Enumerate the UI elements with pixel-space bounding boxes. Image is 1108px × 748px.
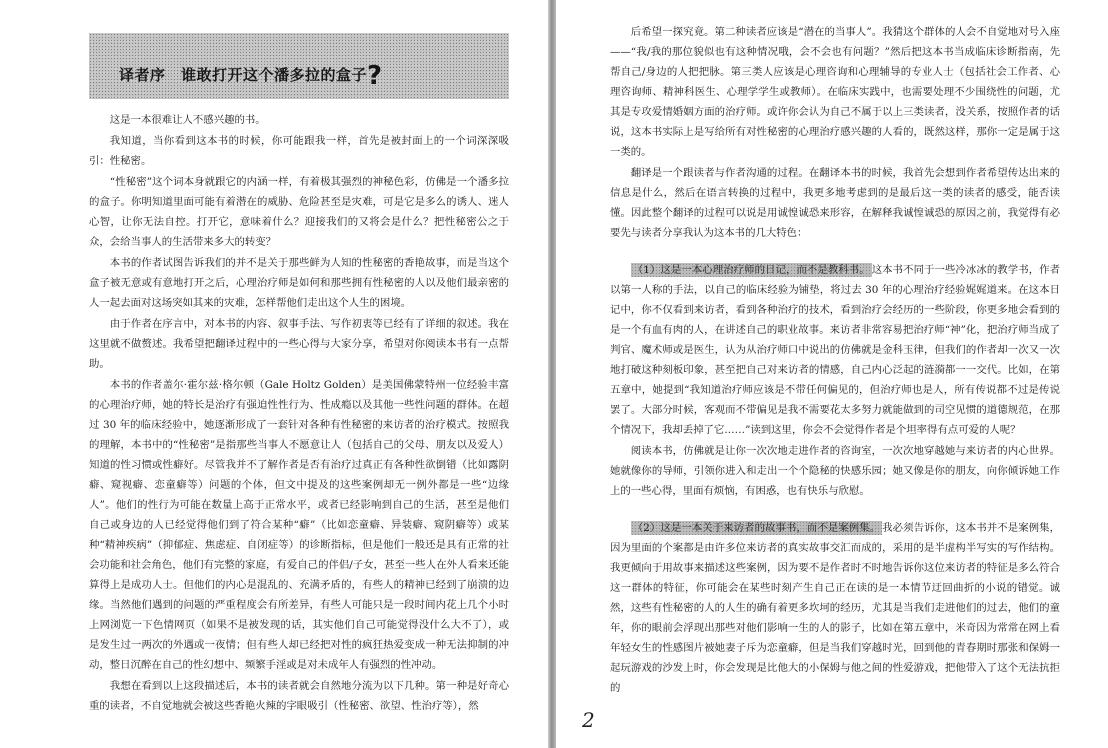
feature-2-text: 我必须告诉你，这本书并不是案例集，因为里面的个案都是由许多位来访者的真实故事交汇而成的，采用的是半虚构半写实的写作结构。我更倾向于用故事来描述这些案例，因为要不是作者时不时地告诉你这位来访者的特征是多么符合这一群体的特征，你可能会在某些时刻产生自己正在读的是一本情节迂回曲折的小说的错觉。诚然，这些有性秘密的人的人生的确有着更多坎坷的经历，尤其是当我们走进他们的过去，他们的童年，你的眼前会浮现出那些对他们影响一生的人的影子，比如在第五章中，米奇因为常常在网上看年轻女生的性感图片被她妻子斥为恋童癖，但是当我们穿越时光，回到他的青春期时那张和保姆一起玩游戏的沙发上时，你会发现是比他大的小保姆与他之间的性爱游戏，把他带入了这个无法抗拒的 (610, 522, 1060, 694)
book-gutter (548, 0, 556, 748)
feature-1-heading: （1）这是一本心理治疗师的日记，而不是教科书。 (632, 264, 870, 276)
right-page (556, 0, 1108, 748)
title-banner (89, 33, 509, 99)
paragraph: 由于作者在序言中，对本书的内容、叙事手法、写作初衷等已经有了详细的叙述。我在这里就不做赘述。我希望把翻译过程中的一些心得与大家分享，希望对你阅读本书有一点帮助。 (89, 318, 509, 370)
page-title-text: 译者序 谁敢打开这个潘多拉的盒子 (119, 66, 368, 84)
left-page (0, 0, 548, 748)
paragraph: “性秘密”这个词本身就跟它的内涵一样，有着极其强烈的神秘色彩，仿佛是一个潘多拉的盒子。你明知道里面可能有着潜在的威胁、危险甚至是灾难，可是它是多么的诱人、迷人心智，让你无法自控。打开它，意味着什么？迎接我们的又将会是什么？把性秘密公之于众，会给当事人的生活带来多大的转变？ (89, 176, 509, 248)
paragraph: 阅读本书，仿佛就是让你一次次地走进作者的咨询室，一次次地穿越她与来访者的内心世界。她就像你的导师，引领你进入和走出一个个隐秘的快感乐园；她又像是你的朋友，向你倾诉她工作上的一些心得，里面有烦恼，有困惑，也有快乐与欣慰。 (610, 445, 1060, 497)
feature-1 (610, 260, 1060, 440)
paragraph: 这是一本很难让人不感兴趣的书。 (109, 114, 266, 126)
feature-2-heading: （2）这是一本关于来访者的故事书，而不是案例集。 (632, 522, 881, 534)
page-number: 2 (582, 708, 595, 732)
paragraph: 我想在看到以上这段描述后，本书的读者就会自然地分流为以下几种。第一种是好奇心重的读者，不自觉地就会被这些香艳火辣的字眼吸引（性秘密、欲望、性治疗等），然 (89, 680, 509, 712)
right-text-column (610, 22, 1060, 698)
page-title (119, 57, 383, 91)
left-text-column (89, 110, 509, 716)
question-mark: ? (367, 61, 383, 91)
feature-1-text: 这本书不同于一些冷冰冰的教学书，作者以第一人称的手法，以自己的临床经验为铺垫，将过去 30 年的心理治疗经验娓娓道来。在这本日记中，你不仅看到来访者，看到各种治疗的技术，看到治疗会经历的一些阶段，你更多地会看到的是一个有血有肉的人，在讲述自己的职业故事。来访者非常容易把治疗师“神”化，把治疗师当成了判官、魔术师或是医生，认为从治疗师口中说出的仿佛就是金科玉律，但我们的作者却一次又一次地打破这种刻板印象，甚至把自己对来访者的情感，自己内心泛起的涟漪都一一交代。比如，在第五章中，她提到“我知道治疗师应该是不带任何偏见的，但治疗师也是人，所有传说都不过是传说罢了。大部分时候，客观而不带偏见是我不需要花太多努力就能做到的司空见惯的道德规范，在那个情况下，我却丢掉了它……”读到这里，你会不会觉得作者是个坦率得有点可爱的人呢？ (610, 264, 1061, 436)
paragraph: 翻译是一个跟读者与作者沟通的过程。在翻译本书的时候，我首先会想到作者希望传达出来的信息是什么，然后在语言转换的过程中，我更多地考虑到的是最后这一类的读者的感受，能否读懂。因此整个翻译的过程可以说是用诚惶诚恐来形容，在解释我诚惶诚恐的原因之前，我觉得有必要先与读者分享我认为这本书的几大特色： (610, 167, 1060, 239)
paragraph: 我知道，当你看到这本书的时候，你可能跟我一样，首先是被封面上的一个词深深吸引：性秘密。 (89, 135, 509, 167)
paragraph: 本书的作者盖尔·霍尔兹·格尔顿（Gale Holtz Golden）是美国佛蒙特州一位经验丰富的心理治疗师，她的特长是治疗有强迫性性行为、性成瘾以及其他一些性问题的群体。在超过 30 年的临床经验中，她逐渐形成了一套针对各种有性秘密的来访者的治疗模式。按照我的理解，本书中的“性秘密”是指那些当事人不愿意让人（包括自己的父母、朋友以及爱人）知道的性习惯或性癖好。尽管我并不了解作者是否有治疗过真正有各种性欲倒错（比如露阴癖、窥视癖、恋童癖等）问题的个体，但文中提及的这些案例却无一例外都是一些“边缘人”。他们的性行为可能在数量上高于正常水平，或者已经影响到自己的生活，甚至是他们自己或身边的人已经觉得他们到了符合某种“癖”（比如恋童癖、异装癖、窥阴癖等）或某种“精神疾病”（抑郁症、焦虑症、自闭症等）的诊断指标，但是他们一般还是具有正常的社会功能和社会角色，他们有完整的家庭，有爱自己的伴侣/子女，甚至一些人在外人看来还能算得上是成功人士。但他们的内心是混乱的、充满矛盾的，有些人的精神已经到了崩溃的边缘。当然他们遇到的问题的严重程度会有所差异，有些人可能只是一段时间内花上几个小时上网浏览一下色情网页（如果不是被发现的话，其实他们自己可能觉得没什么大不了），或是发生过一两次的外遇或一夜情；但有些人却已经把对性的疯狂热爱变成一种无法抑制的冲动，整日沉醉在自己的性幻想中、频繁手淫或是对未成年人有强烈的性冲动。 (89, 379, 509, 671)
feature-2 (610, 518, 1060, 698)
paragraph: 后希望一探究竟。第二种读者应该是“潜在的当事人”。我猜这个群体的人会不自觉地对号入座——“我/我的那位貌似也有这种情况哦，会不会也有问题？”然后把这本书当成临床诊断指南，先帮自己/身边的人把把脉。第三类人应该是心理咨询和心理辅导的专业人士（包括社会工作者、心理咨询师、精神科医生、心理学学生或教师）。在临床实践中，也需要处理不少围绕性的问题，尤其是专攻爱情婚姻方面的治疗师。或许你会认为自己不属于以上三类读者，没关系，按照作者的话说，这本书实际上是写给所有对性秘密的心理治疗感兴趣的人看的，既然这样，那你一定是属于这一类的。 (610, 26, 1060, 158)
paragraph: 本书的作者试图告诉我们的并不是关于那些鲜为人知的性秘密的香艳故事，而是当这个盒子被无意或有意地打开之后，心理治疗师是如何和那些拥有性秘密的人以及他们最亲密的人一起去面对这场突如其来的灾难，怎样帮他们走出这个人生的困境。 (89, 257, 509, 309)
